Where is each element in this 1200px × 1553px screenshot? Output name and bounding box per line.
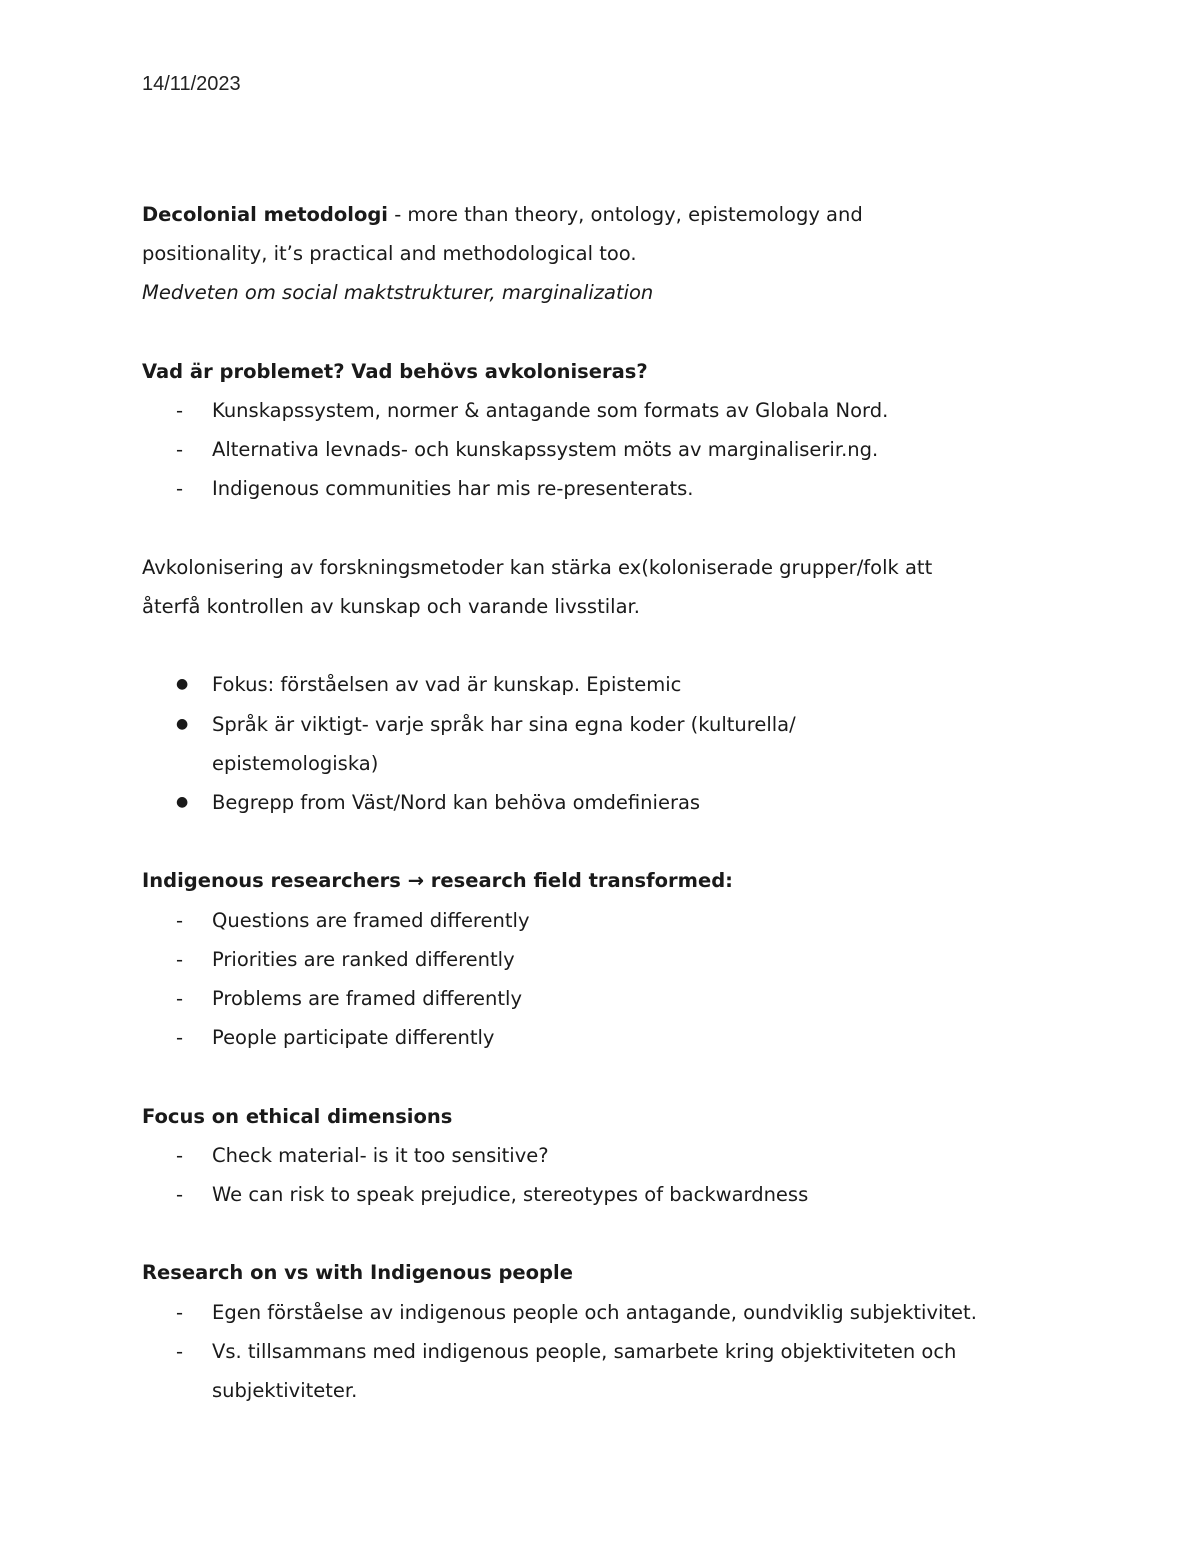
intro-italic-text: Medveten om social maktstrukturer, marginalization xyxy=(142,281,654,305)
spacer xyxy=(142,509,1072,548)
dash-marker: - xyxy=(176,1026,184,1050)
bullet-item-text: Fokus: förståelsen av vad är kunskap. Epistemic xyxy=(212,673,682,697)
list-item xyxy=(142,1136,1072,1175)
list-item-text: Alternativa levnads- och kunskapssystem möts av marginaliserir.ng. xyxy=(212,438,879,462)
bullet-item-text: Språk är viktigt- varje språk har sina egna koder (kulturella/ xyxy=(212,712,796,736)
section1-list xyxy=(142,391,1072,509)
section2-heading xyxy=(142,861,1072,900)
section3-heading xyxy=(142,1097,1072,1136)
dash-marker: - xyxy=(176,908,184,932)
list-item-text: Questions are framed differently xyxy=(212,908,530,932)
paragraph-line-2: återfå kontrollen av kunskap och varande livsstilar. xyxy=(142,595,640,618)
list-item-text: Vs. tillsammans med indigenous people, samarbete kring objektiviteten och xyxy=(212,1339,957,1363)
intro-italic xyxy=(142,273,1072,312)
list-item xyxy=(142,979,1072,1018)
list-item-text: People participate differently xyxy=(212,1026,495,1050)
spacer xyxy=(142,822,1072,861)
list-item xyxy=(142,901,1072,940)
dash-marker: - xyxy=(176,1183,184,1206)
bullet-item xyxy=(142,665,1072,704)
dash-marker: - xyxy=(176,987,184,1010)
list-item-text: Indigenous communities har mis re-presenterats. xyxy=(212,477,694,501)
dash-marker: - xyxy=(176,399,184,422)
section2-list xyxy=(142,901,1072,1058)
section1-heading-text: Vad är problemet? Vad behövs avkoloniseras? xyxy=(142,359,648,383)
list-item xyxy=(142,1175,1072,1214)
list-item-text: Priorities are ranked differently xyxy=(212,947,515,971)
list-item xyxy=(142,391,1072,430)
intro-title: Decolonial metodologi xyxy=(142,203,388,226)
list-item-text: Problems are framed differently xyxy=(212,987,522,1010)
bullet-list xyxy=(142,665,1072,822)
dash-marker: - xyxy=(176,1143,184,1167)
document-date: 14/11/2023 xyxy=(142,73,241,95)
paragraph-line-1: Avkolonisering av forskningsmetoder kan stärka ex(koloniserade grupper/folk att xyxy=(142,555,933,579)
section3-heading-text: Focus on ethical dimensions xyxy=(142,1104,453,1128)
list-item xyxy=(142,469,1072,508)
list-item-text: Egen förståelse av indigenous people och antagande, oundviklig subjektivitet. xyxy=(212,1300,977,1324)
document-body xyxy=(142,195,1072,1410)
section4-list xyxy=(142,1293,1072,1411)
list-item-text-continued: subjektiviteter. xyxy=(212,1379,358,1402)
dash-marker: - xyxy=(176,947,184,971)
intro-line-1 xyxy=(142,195,1072,234)
section4-heading xyxy=(142,1253,1072,1292)
bullet-item xyxy=(142,705,1072,783)
bullet-item xyxy=(142,783,1072,822)
bullet-marker: ● xyxy=(176,676,189,693)
list-item xyxy=(142,1332,1072,1410)
dash-marker: - xyxy=(176,1300,184,1324)
intro-line-2: positionality, it’s practical and methodological too. xyxy=(142,242,637,266)
spacer xyxy=(142,313,1072,352)
spacer xyxy=(142,1057,1072,1096)
section1-heading xyxy=(142,352,1072,391)
list-item-text: Kunskapssystem, normer & antagande som formats av Globala Nord. xyxy=(212,399,889,422)
dash-marker: - xyxy=(176,438,184,462)
dash-marker: - xyxy=(176,1339,184,1363)
bullet-marker: ● xyxy=(176,715,189,732)
bullet-marker: ● xyxy=(176,794,189,810)
dash-marker: - xyxy=(176,477,184,501)
spacer xyxy=(142,626,1072,665)
section4-heading-text: Research on vs with Indigenous people xyxy=(142,1261,573,1285)
list-item xyxy=(142,940,1072,979)
list-item xyxy=(142,1293,1072,1332)
section2-heading-text: Indigenous researchers → research field transformed: xyxy=(142,869,733,893)
bullet-item-text-continued: epistemologiska) xyxy=(212,751,379,775)
list-item-text: Check material- is it too sensitive? xyxy=(212,1143,549,1167)
list-item xyxy=(142,1018,1072,1057)
section3-list xyxy=(142,1136,1072,1214)
spacer xyxy=(142,1214,1072,1253)
list-item-text: We can risk to speak prejudice, stereotypes of backwardness xyxy=(212,1183,809,1206)
bullet-item-text: Begrepp from Väst/Nord kan behöva omdefinieras xyxy=(212,791,701,814)
list-item xyxy=(142,430,1072,469)
intro-text-1: - more than theory, ontology, epistemology and xyxy=(388,203,863,226)
